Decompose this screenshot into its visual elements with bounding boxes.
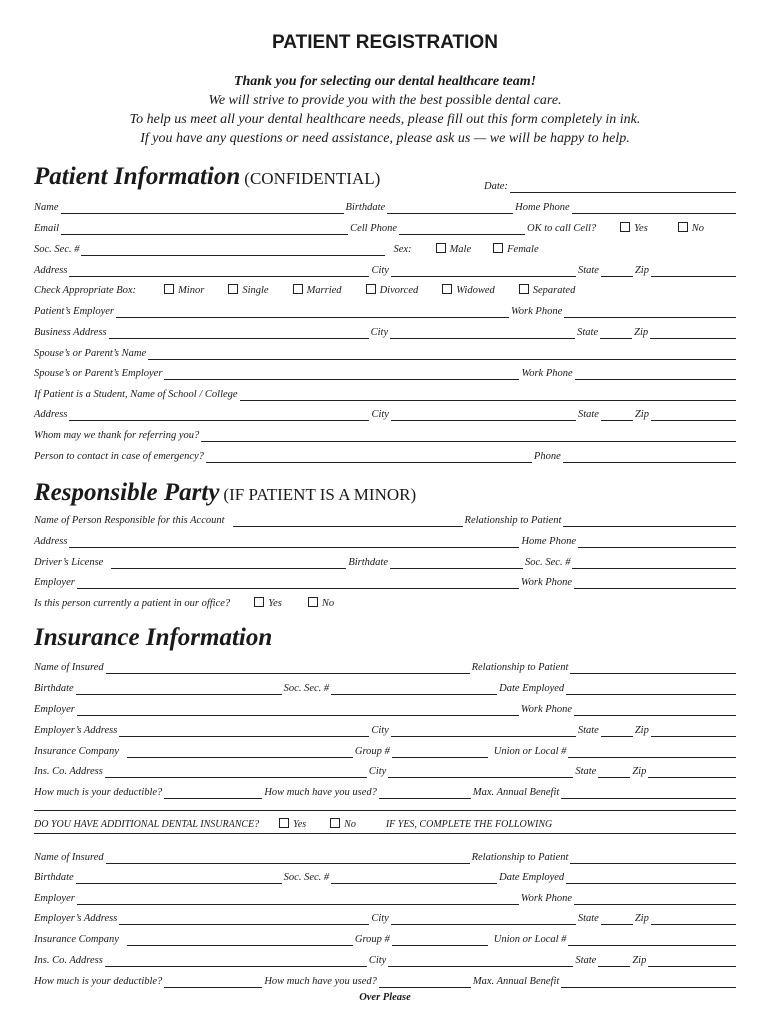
state-field[interactable]	[601, 911, 633, 925]
field-label: Insurance Company	[34, 746, 119, 757]
spouse-employer-field[interactable]	[164, 366, 519, 380]
field-label: Zip	[632, 766, 647, 777]
field-label: Soc. Sec. #	[283, 872, 330, 883]
field-label: Group #	[354, 934, 390, 945]
zip-field[interactable]	[650, 325, 736, 339]
field-label: Birthdate	[34, 872, 74, 883]
field-label: Email	[34, 223, 60, 234]
field-label: Is this person currently a patient in our office?	[34, 598, 231, 609]
divider	[34, 833, 736, 834]
field-label: Employer	[34, 577, 75, 588]
field-label: Max. Annual Benefit	[472, 787, 560, 798]
email-row	[34, 219, 736, 235]
work-phone-field[interactable]	[575, 366, 736, 380]
field-label: How much is your deductible?	[34, 787, 163, 798]
insurance-address-row	[34, 762, 736, 778]
field-label: City	[371, 409, 389, 420]
current-patient-row	[34, 594, 736, 610]
field-label: Check Appropriate Box:	[34, 285, 137, 296]
ssn-field[interactable]	[81, 242, 385, 256]
date-employed-field[interactable]	[566, 681, 736, 695]
field-label: Person to contact in case of emergency?	[34, 451, 204, 462]
field-label: Zip	[632, 955, 647, 966]
field-label: OK to call Cell?	[527, 223, 597, 234]
field-label: Birthdate	[345, 202, 386, 213]
intro-text	[0, 72, 770, 148]
status-minor[interactable]: Minor	[164, 284, 204, 297]
responsible-person-row	[34, 511, 736, 527]
city-field[interactable]	[391, 263, 576, 277]
insurance-address-field[interactable]	[105, 953, 367, 967]
field-label: If Patient is a Student, Name of School / College	[34, 389, 238, 400]
field-label: City	[368, 955, 387, 966]
insured-name-row-2	[34, 848, 736, 864]
field-label: Employer’s Address	[34, 913, 118, 924]
ok-call-yes[interactable]: Yes	[620, 222, 648, 235]
responsible-section-heading	[34, 479, 416, 507]
patient-employer-row	[34, 302, 736, 318]
field-label: Group #	[354, 746, 390, 757]
field-label: How much is your deductible?	[34, 976, 163, 987]
field-label: City	[371, 725, 389, 736]
relationship-field[interactable]	[570, 850, 736, 864]
insured-name-row	[34, 658, 736, 674]
checkbox[interactable]	[293, 284, 303, 294]
employer-field[interactable]	[77, 575, 519, 589]
insurance-section-heading	[34, 624, 272, 652]
field-label: Date Employed	[499, 872, 565, 883]
cell-phone-field[interactable]	[399, 221, 525, 235]
address-row	[34, 261, 736, 277]
additional-yes[interactable]: Yes	[279, 818, 306, 831]
intro-line: We will strive to provide you with the best possible dental care.	[208, 93, 562, 108]
intro-line: If you have any questions or need assistance, please ask us — we will be happy to help.	[140, 131, 630, 146]
responsible-address-row	[34, 532, 736, 548]
field-label: Address	[34, 536, 68, 547]
field-label: How much have you used?	[264, 787, 377, 798]
insured-name-field[interactable]	[106, 850, 470, 864]
insured-birthdate-row-2	[34, 868, 736, 884]
birthdate-field[interactable]	[387, 200, 513, 214]
field-label: How much have you used?	[264, 976, 377, 987]
name-field[interactable]	[61, 200, 344, 214]
checkbox[interactable]	[442, 284, 452, 294]
insurance-company-field[interactable]	[127, 932, 353, 946]
field-label: Employer	[34, 893, 75, 904]
field-label: State	[577, 725, 599, 736]
zip-field[interactable]	[651, 723, 736, 737]
ssn-field[interactable]	[572, 555, 736, 569]
zip-field[interactable]	[651, 911, 736, 925]
union-field[interactable]	[568, 744, 736, 758]
checkbox[interactable]	[279, 818, 289, 828]
insured-employer-row-2	[34, 889, 736, 905]
insurance-address-field[interactable]	[105, 764, 367, 778]
insured-employer-row	[34, 700, 736, 716]
spouse-employer-row	[34, 364, 736, 380]
max-benefit-field[interactable]	[561, 974, 736, 988]
field-label: Work Phone	[520, 704, 573, 715]
insurance-company-row	[34, 742, 736, 758]
field-label: Work Phone	[520, 893, 573, 904]
field-label: Business Address	[34, 327, 107, 338]
field-label: State	[577, 409, 599, 420]
address-field[interactable]	[69, 534, 519, 548]
field-label: Zip	[634, 409, 649, 420]
business-address-row	[34, 323, 736, 339]
referral-field[interactable]	[201, 428, 736, 442]
field-label: Soc. Sec. #	[34, 244, 80, 255]
field-label: Whom may we thank for referring you?	[34, 430, 200, 441]
field-label: Work Phone	[511, 306, 563, 317]
field-label: Driver’s License	[34, 557, 104, 568]
deductible-row-2	[34, 972, 736, 988]
deductible-field[interactable]	[164, 974, 262, 988]
field-label: City	[371, 913, 389, 924]
name-row	[34, 198, 736, 214]
home-phone-field[interactable]	[572, 200, 736, 214]
insurance-company-row-2	[34, 930, 736, 946]
field-label: Insurance Company	[34, 934, 119, 945]
birthdate-field[interactable]	[76, 870, 282, 884]
field-label: Union or Local #	[493, 934, 567, 945]
school-row	[34, 385, 736, 401]
field-label: Birthdate	[348, 557, 388, 568]
additional-no[interactable]: No	[330, 818, 356, 831]
deductible-field[interactable]	[164, 785, 262, 799]
additional-insurance-row	[34, 815, 736, 831]
employer-field[interactable]	[77, 702, 519, 716]
address-field[interactable]	[69, 407, 369, 421]
sex-male[interactable]: Male	[436, 243, 472, 256]
field-label: Zip	[634, 265, 649, 276]
field-label: Date Employed	[499, 683, 565, 694]
field-label: Spouse’s or Parent’s Employer	[34, 368, 163, 379]
state-field[interactable]	[601, 263, 633, 277]
spouse-name-row	[34, 344, 736, 360]
city-field[interactable]	[391, 723, 576, 737]
checkbox[interactable]	[308, 597, 318, 607]
field-label: Name of Insured	[34, 852, 104, 863]
field-label: Relationship to Patient	[471, 852, 569, 863]
section-title: Responsible Party	[34, 479, 220, 506]
field-label: Spouse’s or Parent’s Name	[34, 348, 147, 359]
field-label: City	[370, 327, 389, 338]
field-label: Ins. Co. Address	[34, 955, 103, 966]
ssn-field[interactable]	[331, 681, 497, 695]
work-phone-field[interactable]	[574, 702, 736, 716]
field-label: City	[371, 265, 389, 276]
field-label: Zip	[634, 327, 649, 338]
field-label: Soc. Sec. #	[283, 683, 330, 694]
field-label: DO YOU HAVE ADDITIONAL DENTAL INSURANCE?	[34, 819, 260, 830]
used-field[interactable]	[379, 785, 471, 799]
employer-address-row	[34, 721, 736, 737]
birthdate-field[interactable]	[76, 681, 282, 695]
zip-field[interactable]	[648, 764, 736, 778]
field-label: Patient’s Employer	[34, 306, 115, 317]
zip-field[interactable]	[648, 953, 736, 967]
checkbox[interactable]	[493, 243, 503, 253]
section-subtitle: (CONFIDENTIAL)	[244, 169, 381, 188]
emergency-phone-field[interactable]	[563, 449, 736, 463]
employer-field[interactable]	[77, 891, 519, 905]
ssn-row	[34, 240, 554, 256]
over-please-note: Over Please	[359, 992, 411, 1003]
relationship-field[interactable]	[570, 660, 736, 674]
field-label: Cell Phone	[350, 223, 398, 234]
field-label: IF YES, COMPLETE THE FOLLOWING	[385, 819, 553, 830]
zip-field[interactable]	[651, 263, 736, 277]
work-phone-field[interactable]	[574, 891, 736, 905]
field-label: Employer	[34, 704, 75, 715]
field-label: Phone	[533, 451, 561, 462]
deductible-row	[34, 783, 736, 799]
field-label: Employer’s Address	[34, 725, 118, 736]
city-field[interactable]	[388, 953, 573, 967]
state-field[interactable]	[601, 407, 633, 421]
date-label: Date:	[484, 181, 508, 192]
state-field[interactable]	[601, 723, 633, 737]
date-field[interactable]	[510, 179, 736, 193]
checkbox[interactable]	[164, 284, 174, 294]
field-label: Relationship to Patient	[464, 515, 562, 526]
field-label: City	[368, 766, 387, 777]
field-label: Name of Person Responsible for this Account	[34, 515, 225, 526]
employer-address-field[interactable]	[119, 723, 369, 737]
field-label: State	[577, 265, 599, 276]
field-label: Work Phone	[520, 577, 573, 588]
field-label: Name	[34, 202, 59, 213]
ok-call-no[interactable]: No	[678, 222, 704, 235]
work-phone-field[interactable]	[564, 304, 736, 318]
field-label: Zip	[634, 913, 649, 924]
status-separated[interactable]: Separated	[519, 284, 576, 297]
field-label: Ins. Co. Address	[34, 766, 103, 777]
status-single[interactable]: Single	[228, 284, 268, 297]
checkbox[interactable]	[436, 243, 446, 253]
date-row	[484, 177, 736, 193]
address-field[interactable]	[69, 263, 369, 277]
intro-line: To help us meet all your dental healthcare needs, please fill out this form completely in ink.	[129, 112, 641, 127]
responsible-employer-row	[34, 573, 736, 589]
status-widowed[interactable]: Widowed	[442, 284, 495, 297]
checkbox[interactable]	[330, 818, 340, 828]
state-field[interactable]	[598, 764, 630, 778]
sex-female[interactable]: Female	[493, 243, 539, 256]
birthdate-field[interactable]	[390, 555, 523, 569]
patient-employer-field[interactable]	[116, 304, 509, 318]
field-label: Birthdate	[34, 683, 74, 694]
field-label: Work Phone	[521, 368, 573, 379]
referral-row	[34, 426, 736, 442]
employer-address-row-2	[34, 909, 736, 925]
divider	[34, 810, 736, 811]
license-field[interactable]	[111, 555, 346, 569]
field-label: State	[577, 913, 599, 924]
checkbox[interactable]	[519, 284, 529, 294]
status-married[interactable]: Married	[293, 284, 342, 297]
zip-field[interactable]	[651, 407, 736, 421]
emergency-row	[34, 447, 736, 463]
city-field[interactable]	[390, 325, 575, 339]
patient-section-heading	[34, 163, 380, 191]
group-field[interactable]	[392, 744, 488, 758]
insured-name-field[interactable]	[106, 660, 470, 674]
field-label: Max. Annual Benefit	[472, 976, 560, 987]
insurance-address-row-2	[34, 951, 736, 967]
section-title: Patient Information	[34, 163, 241, 190]
status-row	[34, 281, 736, 297]
field-label: State	[575, 766, 597, 777]
business-address-field[interactable]	[109, 325, 369, 339]
current-patient-no[interactable]: No	[308, 597, 334, 610]
city-field[interactable]	[388, 764, 573, 778]
checkbox[interactable]	[678, 222, 688, 232]
checkbox[interactable]	[228, 284, 238, 294]
city-field[interactable]	[391, 911, 576, 925]
field-label: Union or Local #	[493, 746, 567, 757]
field-label: Address	[34, 409, 68, 420]
field-label: State	[575, 955, 597, 966]
emergency-field[interactable]	[206, 449, 532, 463]
insured-birthdate-row	[34, 679, 736, 695]
state-field[interactable]	[598, 953, 630, 967]
employer-address-field[interactable]	[119, 911, 369, 925]
home-phone-field[interactable]	[578, 534, 736, 548]
school-field[interactable]	[240, 387, 736, 401]
section-title: Insurance Information	[34, 624, 273, 651]
field-label: Soc. Sec. #	[524, 557, 571, 568]
section-subtitle: (IF PATIENT IS A MINOR)	[223, 485, 417, 504]
checkbox[interactable]	[366, 284, 376, 294]
page-title: PATIENT REGISTRATION	[272, 32, 498, 53]
field-label: State	[577, 327, 599, 338]
current-patient-yes[interactable]: Yes	[254, 597, 282, 610]
insurance-company-field[interactable]	[127, 744, 353, 758]
group-field[interactable]	[392, 932, 488, 946]
field-label: Zip	[634, 725, 649, 736]
max-benefit-field[interactable]	[561, 785, 736, 799]
responsible-person-field[interactable]	[233, 513, 463, 527]
checkbox[interactable]	[620, 222, 630, 232]
field-label: Relationship to Patient	[471, 662, 569, 673]
state-field[interactable]	[600, 325, 632, 339]
field-label: Address	[34, 265, 68, 276]
field-label: Name of Insured	[34, 662, 104, 673]
field-label: Home Phone	[515, 202, 570, 213]
work-phone-field[interactable]	[574, 575, 736, 589]
spouse-name-field[interactable]	[148, 346, 736, 360]
license-row	[34, 553, 736, 569]
used-field[interactable]	[379, 974, 471, 988]
checkbox[interactable]	[254, 597, 264, 607]
email-field[interactable]	[61, 221, 348, 235]
city-field[interactable]	[391, 407, 576, 421]
intro-line: Thank you for selecting our dental healthcare team!	[233, 74, 537, 89]
field-label: Sex:	[393, 244, 412, 255]
relationship-field[interactable]	[563, 513, 736, 527]
date-employed-field[interactable]	[566, 870, 736, 884]
field-label: Home Phone	[521, 536, 576, 547]
ssn-field[interactable]	[331, 870, 497, 884]
school-address-row	[34, 405, 736, 421]
union-field[interactable]	[568, 932, 736, 946]
status-divorced[interactable]: Divorced	[366, 284, 419, 297]
